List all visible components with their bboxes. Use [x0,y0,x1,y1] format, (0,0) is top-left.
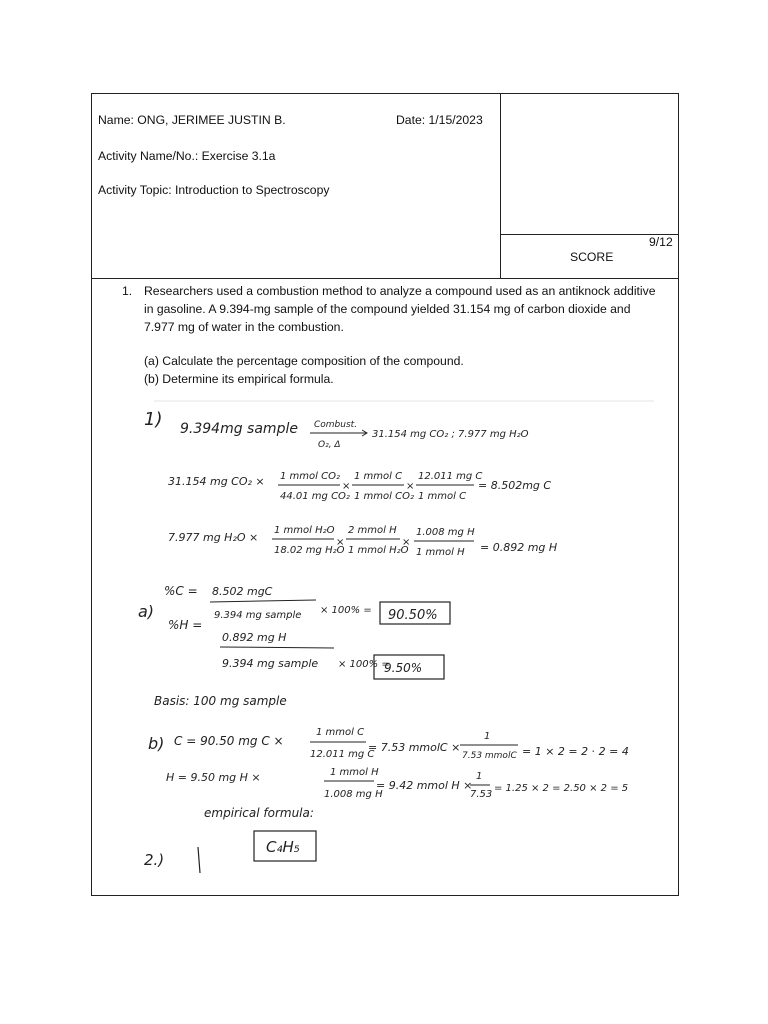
hw-pc-answer: 90.50% [388,608,438,623]
hw-bh-den: 1.008 mg H [324,789,383,800]
question-1 [122,282,674,388]
activity-date: Date: 1/15/2023 [396,113,483,127]
hw-c-f2-den: 1 mmol CO₂ [354,491,414,502]
hw-h-result: = 0.892 mg H [480,541,558,554]
hw-c-f3-num: 12.011 mg C [418,471,483,482]
question-number: 1. [122,284,133,298]
hw-h-lead: 7.977 mg H₂O × [168,531,259,544]
question-text-line: Researchers used a combustion method to analyze a compound used as an antiknock additive [144,284,656,298]
svg-text:×: × [406,481,415,492]
hw-a-label: a) [138,602,155,621]
hw-bh-lead: H = 9.50 mg H × [166,771,261,784]
hw-given: 9.394mg sample [180,421,298,437]
question-part-a: (a) Calculate the percentage composition of the compound. [144,354,464,368]
hw-bc-mid: = 7.53 mmolC × [368,741,461,754]
svg-text:×: × [402,537,411,548]
hw-ph-label: %H = [168,618,203,632]
activity-name: Activity Name/No.: Exercise 3.1a [98,149,276,163]
header-divider [92,278,678,279]
hw-c-f1-den: 44.01 mg CO₂ [280,491,350,502]
hw-bh-div-den: 7.53 [470,789,493,800]
handwritten-solution-canvas [134,399,654,879]
hw-products: 31.154 mg CO₂ ; 7.977 mg H₂O [372,429,529,440]
hw-pc-mult: × 100% = [320,605,372,616]
hw-h-f2-num: 2 mmol H [348,525,397,536]
student-name: Name: ONG, JERIMEE JUSTIN B. [98,113,286,127]
hw-c-f1-num: 1 mmol CO₂ [280,471,340,482]
hw-pc-den: 9.394 mg sample [214,610,302,621]
hw-h-f2-den: 1 mmol H₂O [348,545,409,556]
hw-bh-num: 1 mmol H [330,767,379,778]
hw-c-f2-num: 1 mmol C [354,471,403,482]
hw-o2: O₂, Δ [318,440,341,450]
hw-pc-num: 8.502 mgC [212,585,273,598]
hw-h-f1-num: 1 mmol H₂O [274,525,335,536]
hw-bc-lead: C = 90.50 mg C × [174,734,284,748]
hw-combust: Combust. [314,420,358,430]
hw-pc-label: %C = [164,584,198,598]
score-value: 9/12 [649,235,673,249]
hw-empirical-label: empirical formula: [204,806,314,820]
hw-bc-result: = 1 × 2 = 2 ⋅ 2 = 4 [522,745,629,758]
svg-text:×: × [336,537,345,548]
hw-ph-num: 0.892 mg H [222,631,287,644]
hw-h-f3-num: 1.008 mg H [416,527,475,538]
hw-h-f3-den: 1 mmol H [416,547,465,558]
activity-topic: Activity Topic: Introduction to Spectroscopy [98,183,330,197]
hw-q2-label: 2.) [144,851,165,869]
hw-bh-result: = 1.25 × 2 = 2.50 × 2 = 5 [494,783,629,794]
hw-bc-den: 12.011 mg C [310,749,375,760]
hw-c-result: = 8.502mg C [478,479,552,492]
hw-ph-mult: × 100% = [338,659,390,670]
hw-q1-label: 1) [144,409,163,430]
hw-c-lead: 31.154 mg CO₂ × [168,475,265,488]
handwritten-solution [134,399,654,884]
hw-formula: C₄H₅ [266,838,300,856]
hw-bc-div-den: 7.53 mmolC [462,751,517,761]
hw-bh-mid: = 9.42 mmol H × [376,779,473,792]
hw-b-label: b) [148,734,165,753]
hw-bc-div-num: 1 [484,731,491,742]
hw-bh-div-num: 1 [476,771,483,782]
activity-sheet [91,93,679,896]
question-text-line: 7.977 mg of water in the combustion. [144,320,344,334]
hw-ph-answer: 9.50% [384,661,423,675]
score-divider-vertical [500,94,501,278]
question-part-b: (b) Determine its empirical formula. [144,372,334,386]
hw-ph-den: 9.394 mg sample [222,657,319,670]
hw-bc-num: 1 mmol C [316,727,365,738]
hw-h-f1-den: 18.02 mg H₂O [274,545,345,556]
score-label: SCORE [570,250,614,264]
hw-c-f3-den: 1 mmol C [418,491,467,502]
hw-basis: Basis: 100 mg sample [154,694,287,708]
svg-text:×: × [342,481,351,492]
question-text-line: in gasoline. A 9.394-mg sample of the compound yielded 31.154 mg of carbon dioxide and [144,302,631,316]
